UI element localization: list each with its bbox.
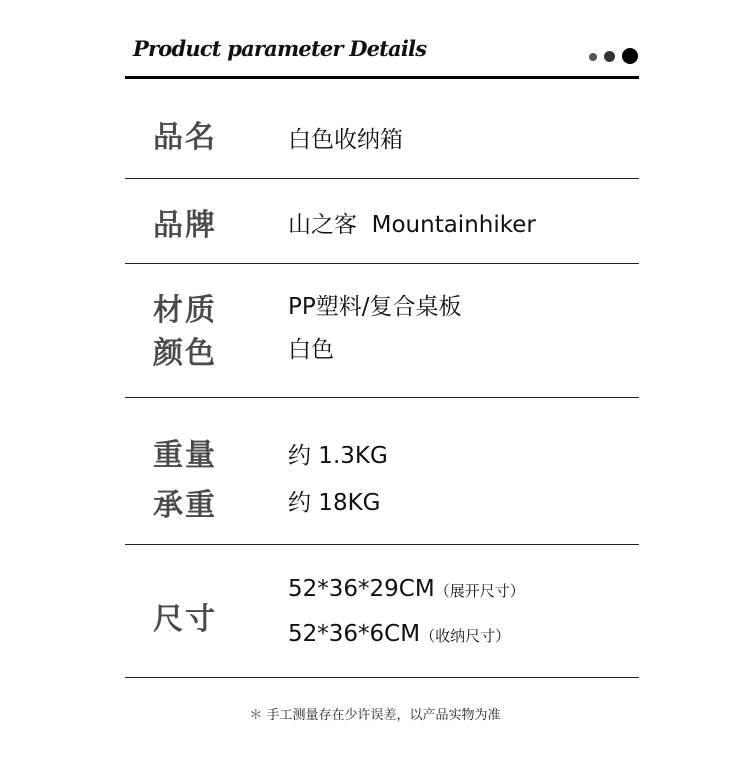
dot-icon (622, 48, 638, 64)
label-weight: 重量 (153, 438, 217, 473)
value-load: 约 18KG (288, 490, 381, 516)
row-divider (125, 397, 639, 398)
label-material: 材质 (153, 293, 217, 328)
header-divider (125, 76, 639, 79)
value-product-name: 白色收纳箱 (288, 127, 403, 153)
value-size-folded (288, 621, 510, 647)
value-color: 白色 (288, 337, 334, 363)
label-color: 颜色 (153, 336, 217, 371)
size-folded-note: （收纳尺寸） (420, 627, 511, 645)
row-divider (125, 677, 639, 678)
page-title: Product parameter Details (133, 36, 427, 61)
size-folded-text: 52*36*6CM (288, 621, 421, 647)
row-divider (125, 178, 639, 179)
dot-icon (604, 51, 615, 62)
row-divider (125, 544, 639, 545)
value-brand: 山之客 Mountainhiker (288, 212, 536, 238)
label-load: 承重 (153, 488, 217, 523)
dot-icon (589, 53, 597, 61)
label-size: 尺寸 (153, 602, 217, 637)
value-weight: 约 1.3KG (288, 443, 388, 469)
label-product-name: 品名 (153, 120, 217, 155)
value-material: PP塑料/复合桌板 (288, 294, 462, 320)
value-size-unfolded (288, 576, 525, 602)
size-unfolded-note: （展开尺寸） (434, 582, 525, 600)
label-brand: 品牌 (153, 208, 217, 243)
footnote: ＊ 手工测量存在少许误差，以产品实物为准 (249, 708, 501, 723)
size-unfolded-text: 52*36*29CM (288, 576, 435, 602)
row-divider (125, 263, 639, 264)
